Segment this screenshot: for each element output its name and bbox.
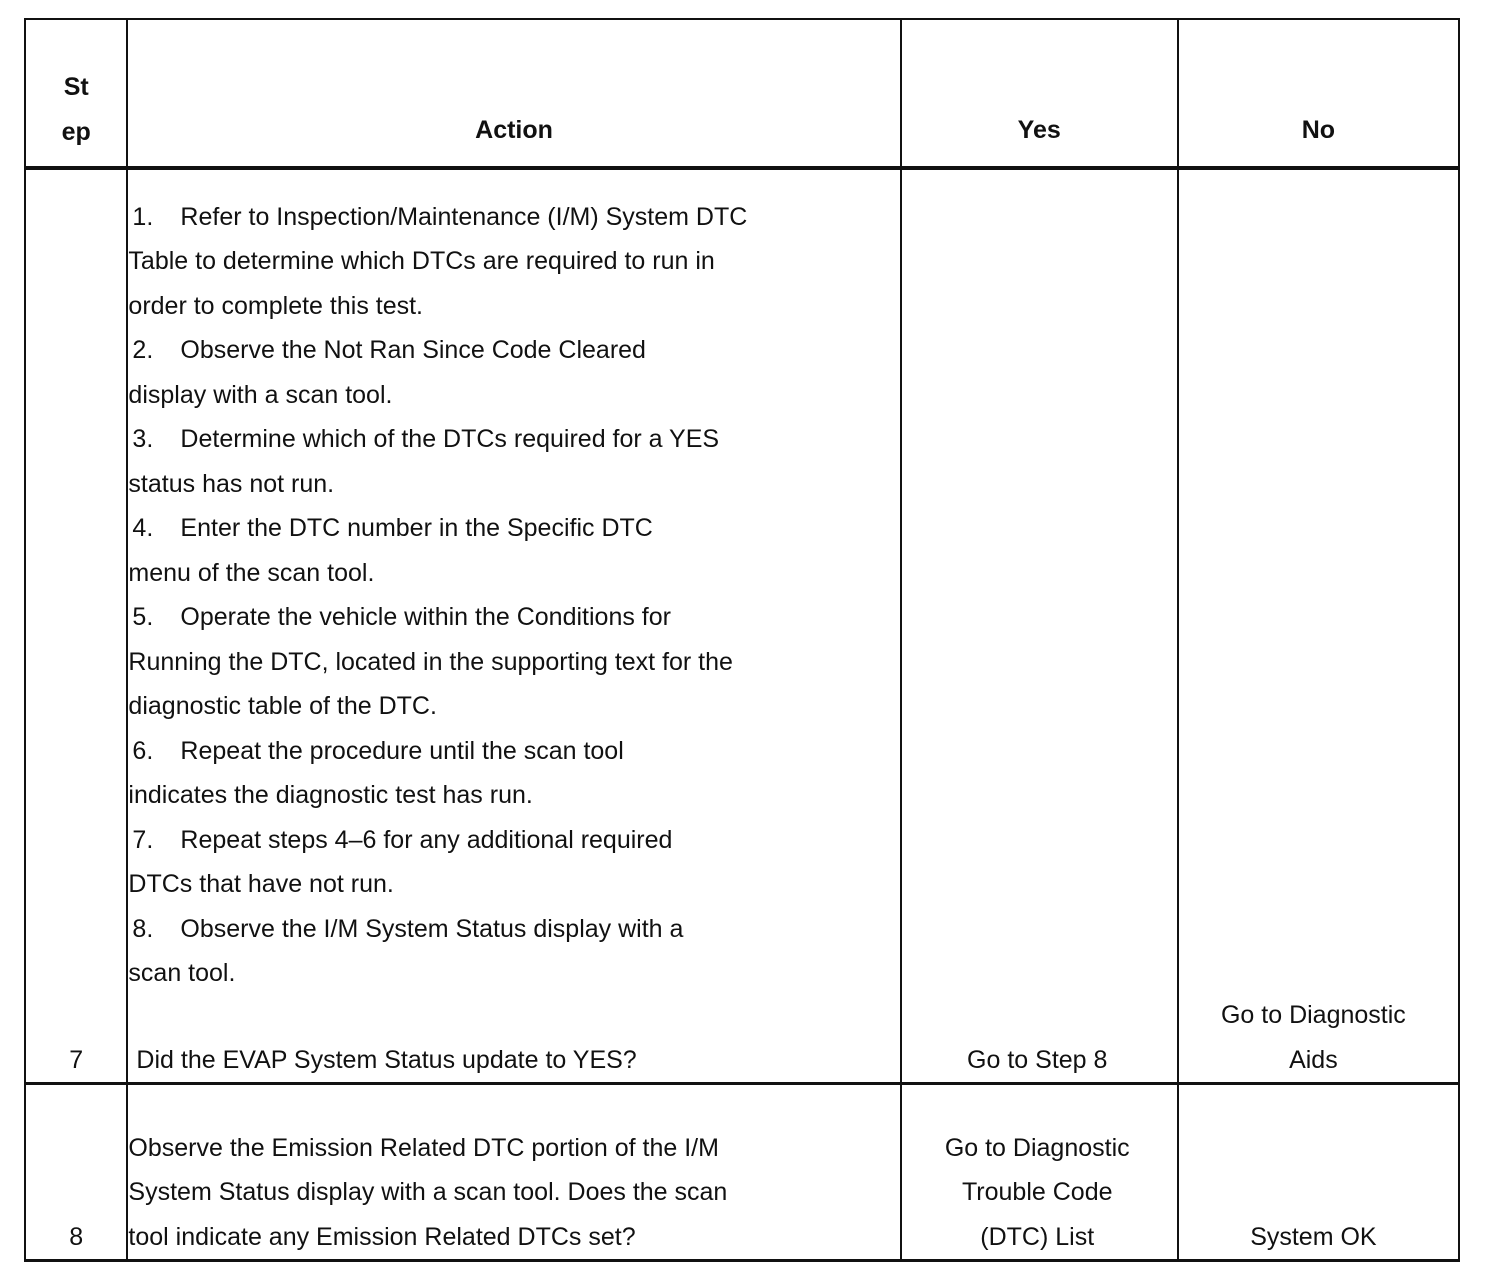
no-text-line: Aids <box>1289 1045 1338 1074</box>
action-step-continuation: order to complete this test. <box>128 291 424 320</box>
action-step-item <box>128 328 899 373</box>
no-text: System OK <box>1250 1222 1377 1251</box>
action-cell <box>127 168 900 1084</box>
action-step-text: Observe the Not Ran Since Code Cleared <box>180 336 646 364</box>
yes-text: Go to Step 8 <box>967 1045 1108 1074</box>
header-row <box>25 19 1459 168</box>
header-action-label: Action <box>475 115 553 144</box>
yes-text-line: Trouble Code <box>961 1178 1113 1206</box>
action-step-number: 3. <box>132 425 154 453</box>
no-text-line: Go to Diagnostic <box>1220 1001 1406 1029</box>
action-step-continuation: display with a scan tool. <box>128 380 393 409</box>
header-step <box>25 19 127 168</box>
action-step-number: 6. <box>132 736 154 765</box>
action-step-number: 2. <box>132 336 154 364</box>
action-step-item <box>128 595 899 640</box>
action-step-text: Repeat the procedure until the scan tool <box>180 736 624 765</box>
header-step-line2: ep <box>61 117 91 146</box>
action-question: Did the EVAP System Status update to YES? <box>136 1045 637 1074</box>
action-line: System Status display with a scan tool. Does the scan <box>128 1178 728 1206</box>
action-step-continuation: diagnostic table of the DTC. <box>128 692 437 720</box>
header-action <box>127 19 900 168</box>
action-step-item <box>128 818 899 863</box>
action-step-text: Operate the vehicle within the Conditions for <box>180 603 671 631</box>
action-step-number: 5. <box>132 603 154 631</box>
header-step-line1: St <box>63 73 89 101</box>
action-cell <box>127 1084 900 1261</box>
action-step-item <box>128 417 899 462</box>
action-step-text: Enter the DTC number in the Specific DTC <box>180 514 653 542</box>
action-step-continuation: Table to determine which DTCs are required to run in <box>128 247 715 275</box>
table-row-step-8 <box>25 1084 1459 1261</box>
action-step-continuation: Running the DTC, located in the supporting text for the <box>128 647 733 676</box>
header-yes-label: Yes <box>1017 115 1061 144</box>
action-line: Observe the Emission Related DTC portion of the I/M <box>128 1133 719 1162</box>
action-step-continuation: DTCs that have not run. <box>128 870 394 898</box>
action-step-item <box>128 506 899 551</box>
action-step-item <box>128 729 899 774</box>
diagnostic-table <box>24 18 1460 1262</box>
yes-cell <box>901 1084 1178 1261</box>
action-steps-list <box>128 195 899 996</box>
action-step-text: Determine which of the DTCs required for a YES <box>180 425 720 453</box>
no-cell <box>1178 168 1459 1084</box>
header-no <box>1178 19 1459 168</box>
action-step-continuation: indicates the diagnostic test has run. <box>128 781 533 809</box>
no-cell <box>1178 1084 1459 1261</box>
yes-cell <box>901 168 1178 1084</box>
action-step-text: Repeat steps 4–6 for any additional required <box>180 825 673 854</box>
action-step-item <box>128 195 899 240</box>
yes-text-line: (DTC) List <box>980 1222 1095 1251</box>
action-step-continuation: status has not run. <box>128 469 335 498</box>
header-no-label: No <box>1301 115 1336 144</box>
step-number: 7 <box>25 168 127 1084</box>
action-step-continuation: menu of the scan tool. <box>128 558 375 587</box>
header-yes <box>901 19 1178 168</box>
action-line: tool indicate any Emission Related DTCs set? <box>128 1222 636 1251</box>
action-step-item <box>128 907 899 952</box>
action-step-text: Observe the I/M System Status display with a <box>180 914 684 943</box>
action-step-number: 4. <box>132 514 154 542</box>
yes-text-line: Go to Diagnostic <box>944 1133 1130 1162</box>
action-step-text: Refer to Inspection/Maintenance (I/M) System DTC <box>180 202 748 231</box>
table-row-step-7 <box>25 168 1459 1084</box>
action-step-number: 1. <box>132 202 154 231</box>
step-number: 8 <box>25 1084 127 1261</box>
action-step-number: 8. <box>132 914 154 943</box>
action-step-continuation: scan tool. <box>128 959 236 987</box>
action-step-number: 7. <box>132 825 154 854</box>
